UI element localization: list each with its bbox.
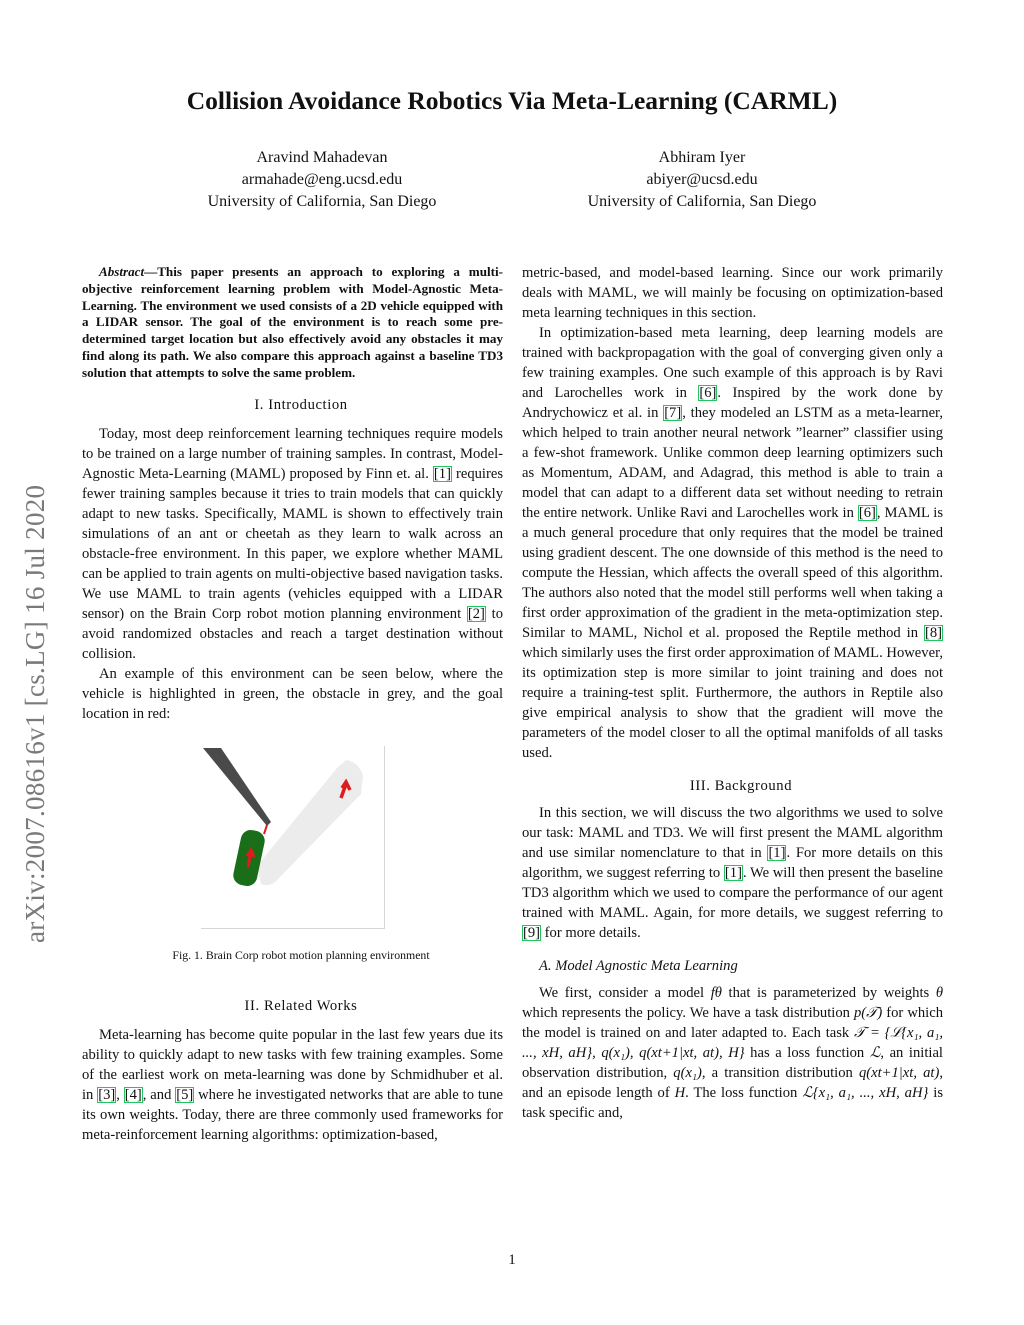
math-horizon: H — [674, 1085, 686, 1101]
text-run: . We will then present the baseline TD3 algorithm which we used to compare the performance of our agent trained with MAML. Again, for more details, we suggest referring to — [522, 865, 943, 921]
text-run: , MAML is a much general procedure that only requires that the model be trained using gradient descent. The one downside of this method is the need to compute the Hessian, which affects the overall speed of this algorithm. The authors also noted that the model still performs well when taking a first order approximation of the gradient in the meta-optimization step. Similar to MAML, Nichol et al. proposed the Reptile method in — [522, 505, 944, 641]
text-run: requires fewer training samples because it tries to train models that can quickly adapt to new tasks. Specifically, MAML is shown to effectively train simulations of an ant or cheetah as they learn to walk across an obstacle-free environment. In this paper, we explore whether MAML can be applied to train agents on multi-objective based navigation tasks. We use MAML to train agents (vehicles equipped with a LIDAR sensor) on the Brain Corp robot motion planning environment — [82, 465, 503, 622]
text-run: , and — [142, 1086, 176, 1103]
abstract — [82, 264, 503, 382]
math-loss-function: ℒ{x₁, a₁, ..., xH, aH} — [802, 1085, 929, 1101]
citation-link-3[interactable]: [3] — [98, 1086, 116, 1103]
citation-link-1b[interactable]: [1] — [768, 845, 786, 861]
math-task-distribution: p(𝒯) — [854, 1005, 883, 1021]
citation-link-5[interactable]: [5] — [176, 1086, 194, 1103]
text-run: that is parameterized by weights — [721, 985, 936, 1001]
math-transition: q(xt+1|xt, at) — [858, 1065, 940, 1081]
citation-link-4[interactable]: [4] — [124, 1086, 142, 1103]
text-run: which similarly uses the first order approximation of MAML. However, its optimization step is more similar to joint training and does not require a training-test split. Furthermore, the authors in Reptile also give empirical analysis to show that the gradient will move the parameters of the model closer to all the optimal manifolds of all tasks used. — [522, 645, 943, 761]
math-initial-obs: q(x₁) — [673, 1065, 702, 1081]
section-heading-introduction: I. Introduction — [254, 396, 348, 413]
figure-frame — [201, 746, 385, 929]
author-name: Abhiram Iyer — [658, 149, 746, 166]
citation-link-8[interactable]: [8] — [924, 625, 942, 641]
abstract-text: —This paper presents an approach to exploring a multi-objective reinforcement learning problem with Model-Agnostic Meta-Learning. The environment we used consists of a 2D vehicle equipped with a LIDAR sensor. The goal of the environment is to reach some pre-determined target location but also effectively avoid any obstacles it may find along its path. We also compare this approach against a baseline TD3 solution that attempts to solve the same problem. — [82, 264, 503, 380]
intro-paragraph-2: An example of this environment can be seen below, where the vehicle is highlighted in green, the obstacle in grey, and the goal location in red: — [82, 665, 503, 722]
text-run: . The loss function — [685, 1085, 803, 1101]
text-run: In optimization-based meta learning, deep learning models are trained with backpropagation with the goal of converging given only a few training examples. One such example of this approach is by Ravi and Larochelles work in — [522, 325, 943, 401]
math-task-definition: 𝒯 = {ℒ{x₁, a₁, ..., xH, aH}, q(x₁), q(xt+1|xt, at), H} — [522, 1025, 943, 1061]
citation-link-6[interactable]: [6] — [699, 385, 717, 401]
citation-link-1c[interactable]: [1] — [724, 865, 742, 881]
text-run: Meta-learning has become quite popular in the last few years due its ability to quickly adapt to new tasks with few training examples. Some of the earliest work on meta-learning was done by Schmidhuber et al. in — [82, 1026, 503, 1103]
page-number: 1 — [508, 1252, 516, 1268]
left-column — [82, 264, 503, 1145]
math-loss: ℒ — [869, 1045, 881, 1061]
text-run: has a loss function — [744, 1045, 870, 1061]
background-paragraph-1 — [522, 803, 943, 943]
author-email: abiyer@ucsd.edu — [646, 171, 758, 188]
text-run: Today, most deep reinforcement learning techniques require models to be trained on a large number of training samples. In contrast, Model-Agnostic Meta-Learning (MAML) proposed by Finn et. al. — [82, 425, 503, 482]
text-run: . Inspired by the work done by Andrychowicz et al. in — [522, 385, 943, 421]
citation-link-9[interactable]: [9] — [523, 925, 541, 941]
citation-link-6b[interactable]: [6] — [858, 505, 876, 521]
math-theta: θ — [935, 985, 943, 1001]
paper-title: Collision Avoidance Robotics Via Meta-Learning (CARML) — [186, 86, 838, 115]
text-run: , they modeled an LSTM as a meta-learner, which helped to train another neural network ”learner” classifier using a few-shot framework. Unlike common deep learning optimizers such as Momentum, ADAM, and Adagrad, this method is able to train a model that can adapt to a different data set without needing to retrain the entire network. Unlike Ravi and Larochelles work in — [522, 405, 943, 521]
intro-paragraph-1 — [82, 424, 503, 664]
section-heading-related-works: II. Related Works — [244, 997, 358, 1014]
citation-link-1[interactable]: [1] — [433, 465, 451, 482]
related-paragraph-1 — [82, 1025, 503, 1145]
text-run: . For more details on this algorithm, we suggest referring to — [522, 845, 943, 881]
right-column — [522, 263, 943, 1123]
text-run: to avoid randomized obstacles and reach a target destination without collision. — [82, 605, 504, 662]
figure-environment — [201, 746, 385, 929]
citation-link-7[interactable]: [7] — [664, 405, 682, 421]
arxiv-identifier: arXiv:2007.08616v1 [cs.LG] 16 Jul 2020 — [20, 484, 50, 943]
text-run: , an initial observation distribution, — [522, 1045, 943, 1081]
text-run: which represents the policy. We have a task distribution — [522, 1005, 854, 1021]
math-model: fθ — [710, 985, 722, 1001]
author-affiliation: University of California, San Diego — [587, 193, 817, 210]
text-run: , and an episode length of — [522, 1065, 943, 1101]
author-name: Aravind Mahadevan — [256, 149, 388, 166]
text-run: We first, consider a model — [539, 985, 711, 1001]
related-paragraph-continued: metric-based, and model-based learning. Since our work primarily deals with MAML, we will mainly be focusing on optimization-based meta learning techniques in this section. — [522, 265, 943, 321]
related-paragraph-2 — [522, 323, 943, 763]
section-heading-background: III. Background — [689, 778, 793, 794]
author-block-1 — [172, 147, 472, 213]
maml-paragraph — [522, 983, 943, 1123]
text-run: is task specific and, — [522, 1085, 944, 1121]
text-run: where he investigated networks that are able to tune its own weights. Today, there are three commonly used frameworks for meta-reinforcement learning algorithms: optimization-based, — [82, 1086, 503, 1143]
text-run: for more details. — [541, 925, 641, 941]
text-run: , — [116, 1086, 124, 1103]
author-email: armahade@eng.ucsd.edu — [241, 171, 403, 188]
author-affiliation: University of California, San Diego — [207, 193, 437, 210]
text-run: In this section, we will discuss the two algorithms we used to solve our task: MAML and TD3. We will first present the MAML algorithm and use similar nomenclature to that in — [522, 805, 943, 861]
text-run: for which the model is trained on and later adapted to. Each task — [522, 1005, 943, 1041]
subsection-heading-maml: A. Model Agnostic Meta Learning — [539, 958, 738, 974]
abstract-label: Abstract — [99, 264, 145, 279]
text-run: , a transition distribution — [701, 1065, 859, 1081]
citation-link-2[interactable]: [2] — [467, 605, 485, 622]
figure-caption: Fig. 1. Brain Corp robot motion planning environment — [172, 947, 430, 962]
author-block-2 — [552, 147, 852, 213]
